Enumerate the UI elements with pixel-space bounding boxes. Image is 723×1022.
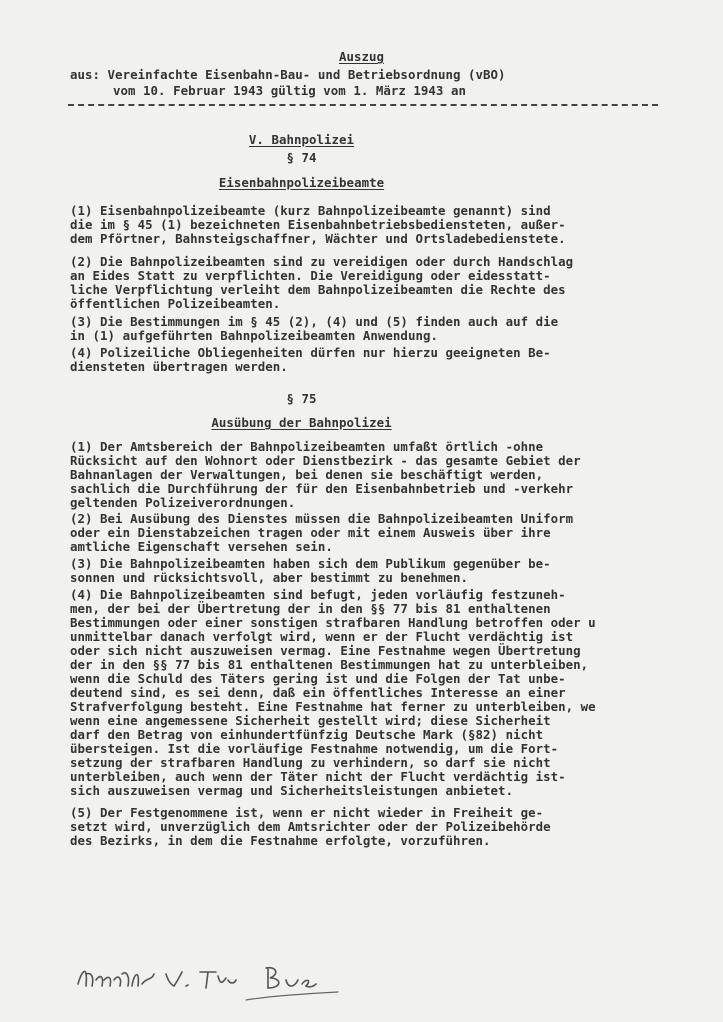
section-title: V. Bahnpolizei [248, 132, 355, 147]
text-line: sich auszuweisen vermag und Sicherheitsleistungen anbietet. [70, 783, 514, 798]
text-line: (1) Der Amtsbereich der Bahnpolizeibeamten umfaßt örtlich -ohne [70, 439, 544, 454]
text-line: die im § 45 (1) bezeichneten Eisenbahnbetriebsbediensteten, außer- [70, 217, 566, 232]
text-line: Bestimmungen oder einer sonstigen strafbaren Handlung betroffen oder u [70, 615, 596, 630]
text-line: in (1) aufgeführten Bahnpolizeibeamten Anwendung. [70, 328, 438, 343]
text-line: Strafverfolgung besteht. Eine Festnahme hat ferner zu unterbleiben, we [70, 699, 596, 714]
text-line: oder sich nicht auszuweisen vermag. Eine Festnahme wegen Übertretung [70, 643, 581, 658]
text-line: unterbleiben, auch wenn der Täter nicht der Flucht verdächtig ist- [70, 769, 566, 784]
paragraph-74-heading: Eisenbahnpolizeibeamte [218, 175, 385, 190]
text-line: sachlich die Durchführung der für den Eisenbahnbetrieb und -verkehr [70, 481, 574, 496]
source-line-2: vom 10. Februar 1943 gültig vom 1. März 1943 an [113, 83, 466, 98]
text-line: deutend sind, es sei denn, daß ein öffentliches Interesse an einer [70, 685, 566, 700]
paragraph-75-number: § 75 [286, 391, 317, 406]
header-divider [68, 104, 658, 106]
paragraph-74-number: § 74 [286, 150, 317, 165]
text-line: darf den Betrag von einhundertfünfzig Deutsche Mark (§82) nicht [70, 727, 544, 742]
handwritten-signature [70, 950, 430, 1010]
text-line: (4) Polizeiliche Obliegenheiten dürfen nur hierzu geeigneten Be- [70, 345, 551, 360]
source-line-1: aus: Vereinfachte Eisenbahn-Bau- und Betriebsordnung (vBO) [70, 67, 506, 82]
text-line: (3) Die Bestimmungen im § 45 (2), (4) und (5) finden auch auf die [70, 314, 559, 329]
text-line: wenn eine angemessene Sicherheit gestellt wird; diese Sicherheit [70, 713, 551, 728]
text-line: (3) Die Bahnpolizeibeamten haben sich dem Publikum gegenüber be- [70, 556, 551, 571]
text-line: Rücksicht auf den Wohnort oder Dienstbezirk - das gesamte Gebiet der [70, 453, 581, 468]
text-line: der in den §§ 77 bis 81 enthaltenen Bestimmungen hat zu unterbleiben, [70, 657, 589, 672]
text-line: setzung der strafbaren Handlung zu verhindern, so darf sie nicht [70, 755, 551, 770]
text-line: übersteigen. Ist die vorläufige Festnahme notwendig, um die Fort- [70, 741, 559, 756]
paragraph-75-heading: Ausübung der Bahnpolizei [211, 415, 392, 430]
text-line: sonnen und rücksichtsvoll, aber bestimmt zu benehmen. [70, 570, 469, 585]
text-line: diensteten übertragen werden. [70, 359, 288, 374]
text-line: (4) Die Bahnpolizeibeamten sind befugt, jeden vorläufig festzuneh- [70, 587, 566, 602]
text-line: men, der bei der Übertretung der in den §§ 77 bis 81 enthaltenen [70, 601, 551, 616]
text-line: geltenden Polizeiverordnungen. [70, 495, 296, 510]
text-line: des Bezirks, in dem die Festnahme erfolgte, vorzuführen. [70, 833, 491, 848]
text-line: setzt wird, unverzüglich dem Amtsrichter oder der Polizeibehörde [70, 819, 551, 834]
text-line: amtliche Eigenschaft versehen sein. [70, 539, 333, 554]
text-line: wenn die Schuld des Täters gering ist und die Folgen der Tat unbe- [70, 671, 566, 686]
text-line: liche Verpflichtung verleiht dem Bahnpolizeibeamten die Rechte des [70, 282, 566, 297]
text-line: öffentlichen Polizeibeamten. [70, 296, 281, 311]
excerpt-title: Auszug [338, 49, 385, 64]
signature-drawing [70, 950, 430, 1010]
text-line: dem Pförtner, Bahnsteigschaffner, Wächter und Ortsladebedienstete. [70, 231, 566, 246]
text-line: Bahnanlagen der Verwaltungen, bei denen sie beschäftigt werden, [70, 467, 544, 482]
text-line: (5) Der Festgenommene ist, wenn er nicht wieder in Freiheit ge- [70, 805, 544, 820]
text-line: (2) Bei Ausübung des Dienstes müssen die Bahnpolizeibeamten Uniform [70, 511, 574, 526]
text-line: (2) Die Bahnpolizeibeamten sind zu vereidigen oder durch Handschlag [70, 254, 574, 269]
text-line: (1) Eisenbahnpolizeibeamte (kurz Bahnpolizeibeamte genannt) sind [70, 203, 551, 218]
text-line: oder ein Dienstabzeichen tragen oder mit einem Ausweis über ihre [70, 525, 551, 540]
text-line: an Eides Statt zu verpflichten. Die Vereidigung oder eidesstatt- [70, 268, 551, 283]
text-line: unmittelbar danach verfolgt wird, wenn er der Flucht verdächtig ist [70, 629, 574, 644]
